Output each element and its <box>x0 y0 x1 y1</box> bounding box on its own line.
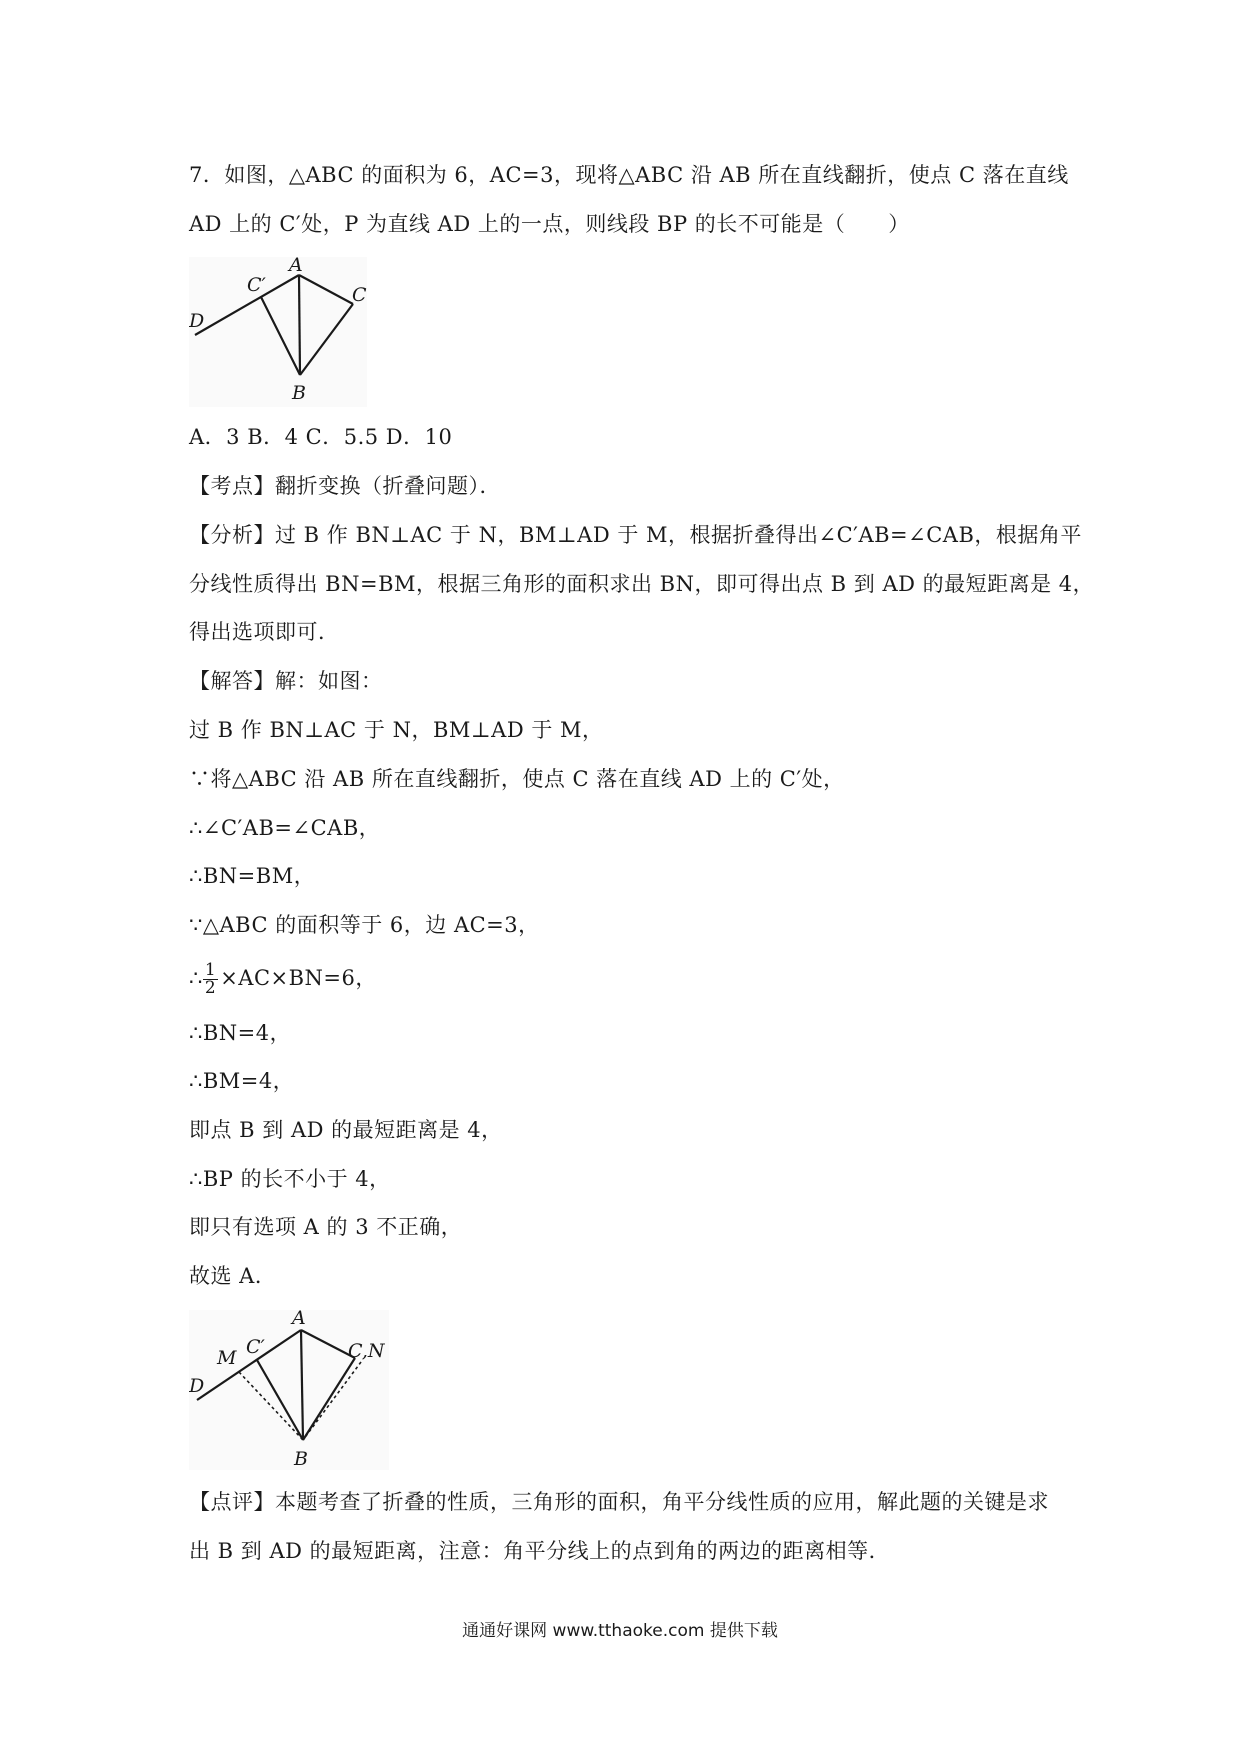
question-line-2: AD 上的 C′处，P 为直线 AD 上的一点，则线段 BP 的长不可能是（ ） <box>189 212 910 236</box>
fig1-label-B: B <box>292 382 306 404</box>
fig2-label-C-prime: C′ <box>246 1336 265 1358</box>
jieda-step-11: 即只有选项 A 的 3 不正确， <box>189 1215 463 1239</box>
dianping-line-1: 【点评】本题考查了折叠的性质，三角形的面积，角平分线性质的应用，解此题的关键是求 <box>189 1490 1049 1514</box>
fraction-numerator: 1 <box>204 960 217 980</box>
jieda-step-8: ∴BM=4， <box>189 1069 295 1093</box>
question-line-1: 7．如图，△ABC 的面积为 6，AC=3，现将△ABC 沿 AB 所在直线翻折，使点 C 落在直线 <box>189 163 1069 187</box>
fig1-line-AB <box>299 275 300 375</box>
jieda-step-10: ∴BP 的长不小于 4， <box>189 1167 391 1191</box>
jieda-step-12: 故选 A． <box>189 1264 277 1288</box>
fraction-denominator: 2 <box>204 978 217 998</box>
fig1-line-AC <box>299 275 353 304</box>
fraction-one-half <box>203 962 218 997</box>
jieda-step-5: ∴BN=BM， <box>189 864 316 888</box>
jieda-step-9: 即点 B 到 AD 的最短距离是 4， <box>189 1118 503 1142</box>
fraction-suffix: ×AC×BN=6， <box>220 966 377 990</box>
fenxi-line-1: 【分析】过 B 作 BN⊥AC 于 N，BM⊥AD 于 M，根据折叠得出∠C′AB=∠CAB，根据角平 <box>189 523 1082 547</box>
fig1-line-CpB <box>261 297 300 375</box>
page-footer: 通通好课网 www.tthaoke.com 提供下载 <box>462 1621 778 1641</box>
fig2-line-AB <box>301 1330 303 1440</box>
fig2-label-B: B <box>294 1448 308 1470</box>
fig1-label-A: A <box>289 257 303 276</box>
fig2-line-CB <box>303 1358 355 1440</box>
figure-2-perpendiculars <box>189 1310 389 1470</box>
fig1-label-C: C <box>352 284 367 306</box>
fig2-line-AC <box>301 1330 355 1358</box>
fig2-label-D: D <box>189 1375 205 1397</box>
kaodian: 【考点】翻折变换（折叠问题）． <box>189 474 501 498</box>
fig2-label-M: M <box>217 1347 237 1369</box>
fenxi-line-2: 分线性质得出 BN=BM，根据三角形的面积求出 BN，即可得出点 B 到 AD 的最短距离是 4， <box>189 572 1095 596</box>
jieda-step-3: ∵将△ABC 沿 AB 所在直线翻折，使点 C 落在直线 AD 上的 C′处， <box>189 767 845 791</box>
fig1-label-C-prime: C′ <box>247 274 266 296</box>
fenxi-line-3: 得出选项即可． <box>189 620 340 644</box>
fig2-label-CN: C,N <box>348 1340 385 1362</box>
fraction-prefix: ∴ <box>189 966 203 990</box>
jieda-step-2: 过 B 作 BN⊥AC 于 N，BM⊥AD 于 M， <box>189 718 604 742</box>
fig1-line-CB <box>300 304 353 375</box>
jieda-step-6: ∵△ABC 的面积等于 6，边 AC=3， <box>189 913 540 937</box>
dianping-line-2: 出 B 到 AD 的最短距离，注意：角平分线上的点到角的两边的距离相等． <box>189 1539 891 1563</box>
jieda-step-4: ∴∠C′AB=∠CAB， <box>189 816 381 840</box>
jieda-step-7: ∴BN=4， <box>189 1021 292 1045</box>
fig2-label-A: A <box>292 1310 306 1329</box>
figure-1-triangle-fold <box>189 257 367 407</box>
fig1-label-D: D <box>189 310 205 332</box>
fig2-line-CpB <box>257 1360 303 1440</box>
jieda-step-1: 【解答】解：如图： <box>189 669 383 693</box>
answer-options: A．3 B．4 C．5.5 D．10 <box>189 425 453 449</box>
jieda-fraction-step <box>189 955 377 1001</box>
